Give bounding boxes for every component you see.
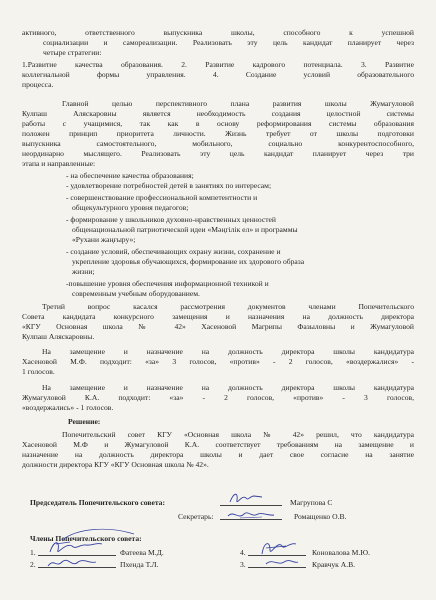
third-line-3: «КГУ Основная школа № 42» Хасеновой Магрипы Фазыловны и Жумагуловой — [22, 322, 414, 331]
strategies-line-2: коллегиальной формы управления. 4. Создание условий образовательного — [22, 70, 414, 79]
member-4-name: Коновалова М.Ю. — [312, 548, 370, 557]
decision-line-3: назначение на должность директора школы и дает свое согласие на занятие — [22, 450, 414, 459]
direction-6b: современным учебным оборудованием. — [72, 289, 200, 298]
intro-line-3: четыре стратегии: — [43, 48, 102, 57]
program-line-5: выпускника самостоятельного, мобильного, социально конкурентоспособного, — [22, 139, 414, 148]
program-line-6: неординарно мыслящего. Реализовать эту цель кандидат планирует через три — [22, 149, 414, 158]
program-line-2: Кулпаш Аляскаровны является необходимость создания целостной системы — [22, 109, 414, 118]
third-line-4: Кулпаш Аляскаровны. — [22, 332, 95, 341]
direction-4a: - формирование у школьников духовно-нравственных ценностей — [66, 215, 276, 224]
strategies-line-1: 1.Развитие качества образования. 2. Развитие кадрового потенциала. 3. Развитие — [22, 60, 414, 69]
program-line-4: положен принцип приоритета личности. Жизнь требует от школы подготовки — [22, 129, 414, 138]
decision-line-4: должности директора КГУ «КГУ Основная школа № 42». — [22, 460, 209, 469]
direction-4c: «Рухани жаңғыру»; — [72, 235, 136, 244]
program-line-7: этапа и направленные: — [22, 159, 96, 168]
intro-line-2: социализации и самореализации. Реализовать эту цель кандидат планирует через — [43, 38, 414, 47]
direction-6a: -повышение уровня обеспечения информационной техникой и — [66, 279, 269, 288]
member-3-number: 3. — [240, 560, 246, 569]
secretary-signature-icon — [226, 506, 276, 524]
member-4-number: 4. — [240, 548, 246, 557]
vote2-line-3: «воздержались» - 1 голосов. — [22, 403, 114, 412]
decision-line-2: Хасеновой М.Ф и Жумагуловой К.А. соответствует требованиям на замещение и — [22, 440, 414, 449]
vote1-line-1: На замещение и назначение на должность директора школы кандидатура — [42, 347, 414, 356]
direction-1: - на обеспечение качества образования; — [66, 171, 194, 180]
member-3-signature-icon — [262, 554, 302, 570]
direction-5c: жизни; — [72, 267, 95, 276]
secretary-label: Секретарь: — [178, 512, 214, 521]
program-line-3: работы с учащимися, так как в основу реформирования системы образования — [22, 119, 414, 128]
member-1-number: 1. — [30, 548, 36, 557]
chair-label: Председатель Попечительского совета: — [30, 498, 165, 507]
third-line-1: Третий вопрос касался рассмотрения документов членами Попечительского — [42, 302, 414, 311]
member-2-name: Пхенда Т.Л. — [120, 560, 159, 569]
direction-3a: - совершенствование профессиональной компетентности и — [66, 193, 258, 202]
members-label: Члены Попечительского совета: — [30, 534, 142, 543]
strategies-line-3: процесса. — [22, 80, 54, 89]
member-2-signature-icon — [44, 552, 100, 572]
member-1-name: Фатеева М.Д. — [120, 548, 164, 557]
decision-heading: Решение: — [68, 417, 101, 426]
chair-name: Магрупова С — [290, 498, 333, 507]
direction-4b: общенациональной патриотической идеи «Мәңгілік ел» и программы — [72, 225, 298, 234]
direction-5a: - создание условий, обеспечивающих охрану жизни, сохранение и — [66, 247, 281, 256]
direction-5b: укрепление здоровья обучающихся, формирование их здорового образа — [72, 257, 305, 266]
member-3-name: Кравчук А.В. — [312, 560, 356, 569]
vote2-line-2: Жумагуловой К.А. подходит: «за» - 2 голосов, «против» - 3 голосов, — [22, 393, 414, 402]
vote1-line-2: Хасеновой М.Ф. подходит: «за» 3 голосов, «против» - 2 голосов, «воздержалися» - — [22, 357, 414, 366]
decision-line-1: Попечительский совет КГУ «Основная школа № 42» решил, что кандидатура — [62, 430, 414, 439]
intro-line-1: активного, ответственного выпускника школы, способного к успешной — [22, 28, 414, 37]
member-2-number: 2. — [30, 560, 36, 569]
secretary-name: Ромащенко О.В. — [294, 512, 347, 521]
direction-2: - удовлетворение потребностей детей в занятиях по интересам; — [66, 181, 272, 190]
third-line-2: Совета кандидата конкурсного замещения и назначения на должность директора — [22, 312, 414, 321]
vote2-line-1: На замещение и назначение на должность директора школы кандидатура — [42, 383, 414, 392]
direction-3b: общекультурного уровня педагогов; — [72, 203, 189, 212]
program-line-1: Главной целью перспективного плана развития школы Жумагуловой — [62, 99, 414, 108]
vote1-line-3: 1 голосов. — [22, 367, 55, 376]
